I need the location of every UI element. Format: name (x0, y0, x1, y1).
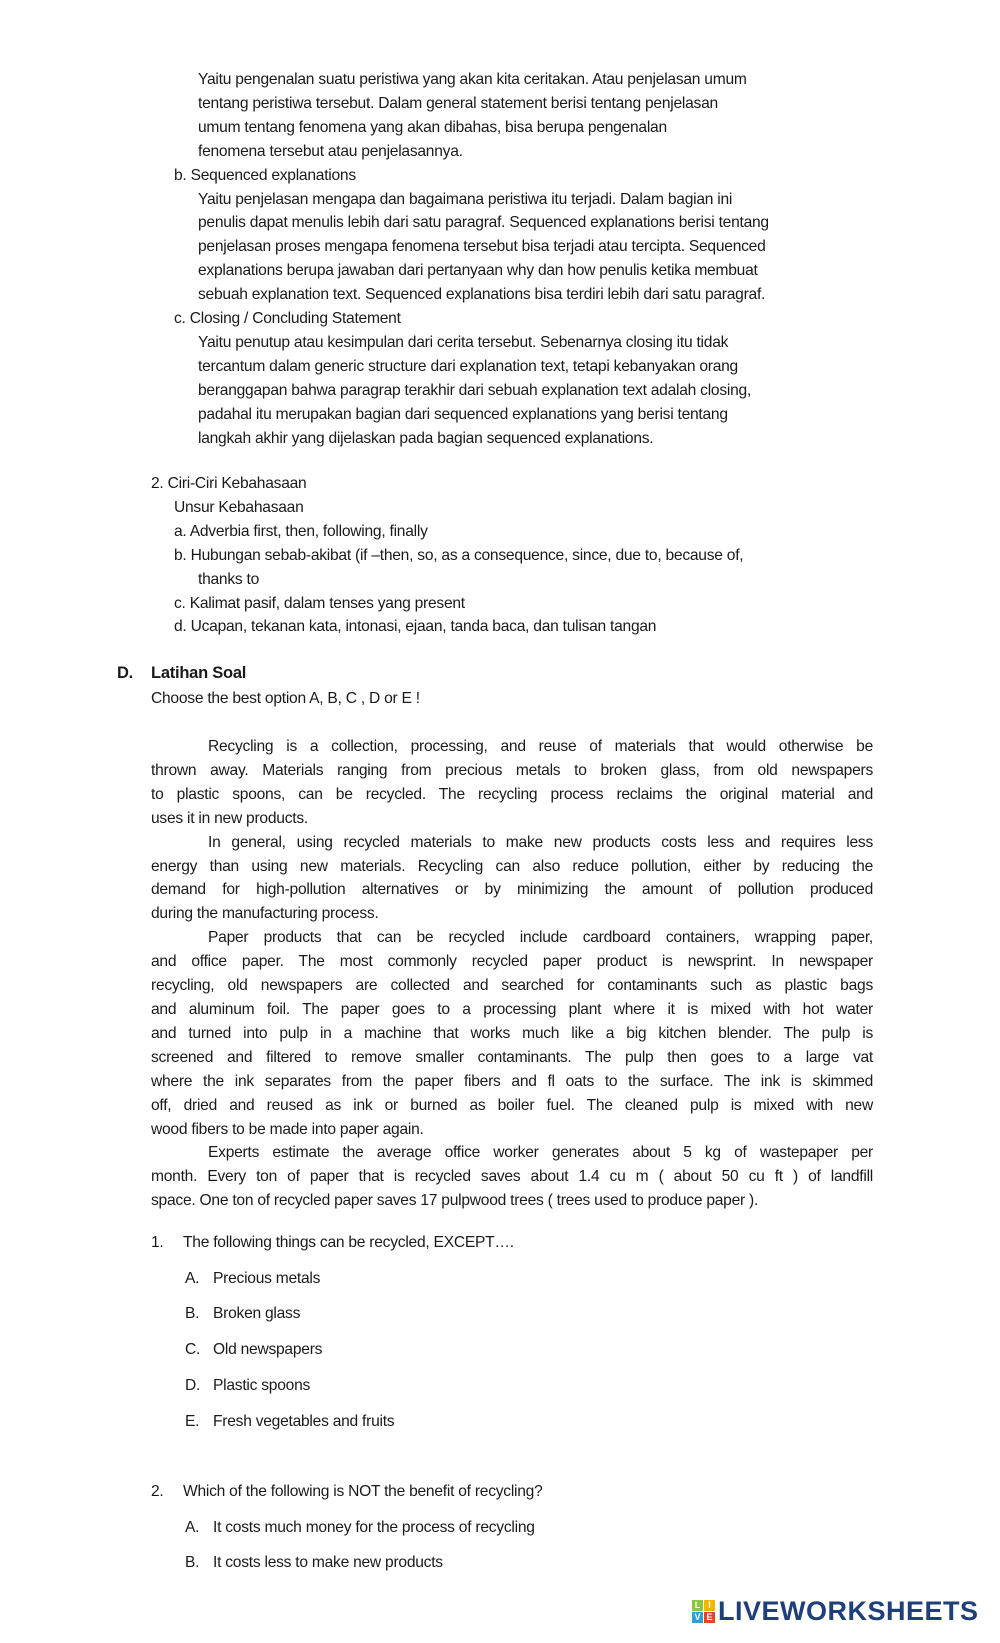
option-letter: B. (185, 1554, 200, 1571)
option-letter: D. (185, 1377, 201, 1394)
text-line: Yaitu penjelasan mengapa dan bagaimana peristiwa itu terjadi. Dalam bagian ini (198, 190, 733, 208)
option-text: Fresh vegetables and fruits (213, 1413, 395, 1430)
text-line: langkah akhir yang dijelaskan pada bagian sequenced explanations. (198, 429, 654, 447)
option-text: It costs less to make new products (213, 1554, 443, 1571)
text-line: sebuah explanation text. Sequenced explanations bisa terdiri lebih dari satu paragraf. (198, 286, 766, 304)
text-line: penulis dapat menulis lebih dari satu paragraf. Sequenced explanations berisi tentang (198, 214, 769, 232)
logo-letter-block: L (692, 1600, 703, 1611)
passage-line: screened and filtered to remove smaller contaminants. The pulp then goes to a large vat (151, 1048, 873, 1066)
passage-line: and turned into pulp in a machine that works much like a big kitchen blender. The pulp is (151, 1024, 873, 1042)
option-1e[interactable] (185, 1410, 394, 1434)
list-item: b. Hubungan sebab-akibat (if –then, so, as a consequence, since, due to, because of, (174, 546, 744, 564)
subheading-closing-statement: c. Closing / Concluding Statement (174, 310, 401, 328)
instruction: Choose the best option A, B, C , D or E ! (151, 690, 420, 707)
option-letter: E. (185, 1413, 200, 1430)
passage-line: and office paper. The most commonly recycled paper product is newsprint. In newspaper (151, 953, 873, 971)
passage-line: thrown away. Materials ranging from precious metals to broken glass, from old newspapers (151, 761, 873, 779)
passage-line: In general, using recycled materials to make new products costs less and requires less (208, 833, 873, 851)
live-blocks-icon (692, 1600, 715, 1623)
passage-line: and aluminum foil. The paper goes to a processing plant where it is mixed with hot water (151, 1000, 873, 1018)
subheading: Unsur Kebahasaan (174, 498, 304, 516)
text-line: padahal itu merupakan bagian dari sequenced explanations yang berisi tentang (198, 405, 728, 423)
text-line: tercantum dalam generic structure dari explanation text, tetapi kebanyakan orang (198, 357, 738, 375)
passage-line: space. One ton of recycled paper saves 17 pulpwood trees ( trees used to produce paper ). (151, 1192, 759, 1210)
passage-line: demand for high-pollution alternatives or by minimizing the amount of pollution produced (151, 881, 873, 899)
text-line: Yaitu penutup atau kesimpulan dari cerita tersebut. Sebenarnya closing itu tidak (198, 333, 729, 351)
list-item-continuation: thanks to (198, 570, 260, 588)
list-item: c. Kalimat pasif, dalam tenses yang present (174, 594, 465, 612)
section-letter: D. (117, 664, 133, 682)
question-2 (151, 1480, 543, 1504)
passage-line: where the ink separates from the paper fibers and fl oats to the surface. The ink is skimmed (151, 1072, 873, 1090)
option-letter: C. (185, 1341, 201, 1358)
text-line: fenomena tersebut atau penjelasannya. (198, 142, 463, 160)
text-line: explanations berupa jawaban dari pertanyaan why dan how penulis ketika membuat (198, 262, 758, 280)
option-text: Plastic spoons (213, 1377, 311, 1394)
option-text: It costs much money for the process of recycling (213, 1519, 535, 1536)
option-letter: B. (185, 1305, 200, 1322)
option-text: Precious metals (213, 1270, 321, 1287)
option-1b[interactable] (185, 1302, 300, 1326)
passage-line: Paper products that can be recycled include cardboard containers, wrapping paper, (208, 929, 873, 947)
option-text: Broken glass (213, 1305, 301, 1322)
text-line: umum tentang fenomena yang akan dibahas, bisa berupa pengenalan (198, 118, 667, 136)
generic-structure-section (151, 68, 769, 451)
logo-letter-block: E (704, 1612, 715, 1623)
reading-passage (151, 735, 873, 1213)
passage-line: to plastic spoons, can be recycled. The recycling process reclaims the original material and (151, 785, 873, 803)
text-line: beranggapan bahwa paragrap terakhir dari sebuah explanation text adalah closing, (198, 381, 752, 399)
passage-line: uses it in new products. (151, 809, 308, 827)
passage-line: off, dried and reused as ink or burned as boiler fuel. The cleaned pulp is mixed with new (151, 1096, 873, 1114)
passage-line: Experts estimate the average office worker generates about 5 kg of wastepaper per (208, 1144, 873, 1162)
text-line: tentang peristiwa tersebut. Dalam general statement berisi tentang penjelasan (198, 94, 718, 112)
passage-line: wood fibers to be made into paper again. (151, 1120, 424, 1138)
question-text: The following things can be recycled, EXCEPT…. (183, 1234, 514, 1251)
option-1a[interactable] (185, 1267, 320, 1291)
option-2b[interactable] (185, 1551, 443, 1575)
list-item: d. Ucapan, tekanan kata, intonasi, ejaan, tanda baca, dan tulisan tangan (174, 618, 657, 636)
passage-line: recycling, old newspapers are collected and searched for contaminants such as plastic bags (151, 977, 873, 995)
question-number: 2. (151, 1483, 164, 1500)
question-text: Which of the following is NOT the benefit of recycling? (183, 1483, 543, 1500)
subheading-sequenced-explanations: b. Sequenced explanations (174, 166, 356, 184)
option-1d[interactable] (185, 1374, 310, 1398)
liveworksheets-logo (692, 1596, 979, 1627)
question-1 (151, 1231, 514, 1255)
passage-line: during the manufacturing process. (151, 905, 379, 923)
passage-line: energy than using new materials. Recycling can also reduce pollution, either by reducing the (151, 857, 873, 875)
option-text: Old newspapers (213, 1341, 323, 1358)
language-features-section (151, 472, 743, 639)
option-2a[interactable] (185, 1516, 535, 1540)
text-line: Yaitu pengenalan suatu peristiwa yang akan kita ceritakan. Atau penjelasan umum (198, 71, 747, 88)
logo-letter-block: I (704, 1600, 715, 1611)
section-title: Latihan Soal (151, 664, 247, 682)
list-item: a. Adverbia first, then, following, finally (174, 522, 428, 540)
passage-line: Recycling is a collection, processing, and reuse of materials that would otherwise be (208, 738, 873, 755)
question-number: 1. (151, 1234, 164, 1251)
section-heading: 2. Ciri-Ciri Kebahasaan (151, 475, 307, 492)
logo-letter-block: V (692, 1612, 703, 1623)
option-letter: A. (185, 1519, 200, 1536)
option-1c[interactable] (185, 1338, 322, 1362)
option-letter: A. (185, 1270, 200, 1287)
logo-text: LIVEWORKSHEETS (718, 1596, 979, 1626)
passage-line: month. Every ton of paper that is recycled saves about 1.4 cu m ( about 50 cu ft ) of landfill (151, 1168, 873, 1186)
text-line: penjelasan proses mengapa fenomena tersebut bisa terjadi atau tercipta. Sequenced (198, 238, 766, 256)
